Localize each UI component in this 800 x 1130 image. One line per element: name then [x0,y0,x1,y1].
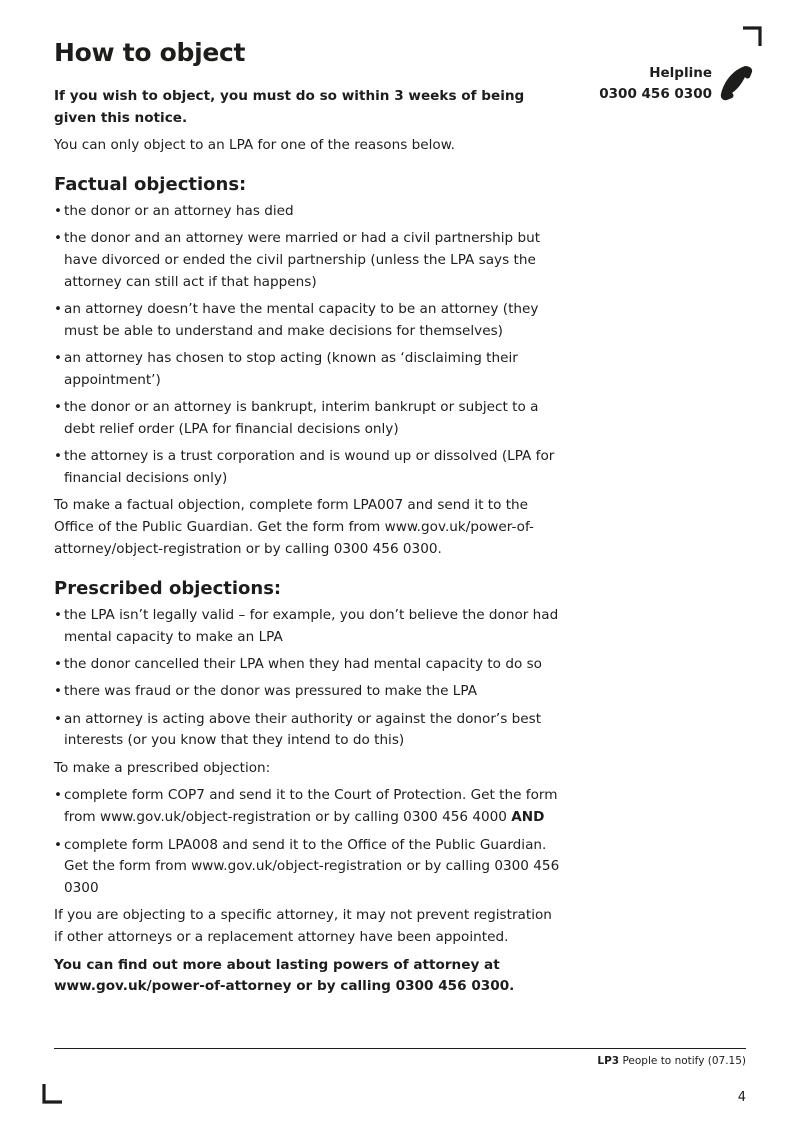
list-item: • the donor or an attorney is bankrupt, interim bankrupt or subject to a debt relief order (LPA for financial decisions only) [54,397,564,441]
helpline-number: 0300 456 0300 [599,86,712,102]
factual-objections-list [54,201,564,490]
form-code: LP3 [597,1055,620,1067]
list-item: • an attorney is acting above their authority or against the donor’s best interests (or you know that they intend to do this) [54,709,564,753]
corner-crop-mark-icon [743,26,763,46]
list-item: • an attorney doesn’t have the mental capacity to be an attorney (they must be able to understand and make decisions for themselves) [54,299,564,343]
prescribed-objection-instruction: To make a prescribed objection: [54,760,271,777]
list-item: • the LPA isn’t legally valid – for example, you don’t believe the donor had mental capacity to make an LPA [54,605,564,649]
list-item [54,835,564,900]
prescribed-steps-list [54,785,564,899]
prescribed-objections-heading: Prescribed objections: [54,577,282,599]
factual-objection-instruction: To make a factual objection, complete form LPA007 and send it to the Office of the Public Guardian. Get the form from www.gov.uk/power-of-attorney/object-registration or by calling 0300 456 0300. [54,497,534,558]
list-item: • the donor or an attorney has died [54,201,564,223]
deadline-notice: If you wish to object, you must do so within 3 weeks of being given this notice. [54,88,525,126]
page-number: 4 [737,1090,746,1105]
step-text: complete form LPA008 and send it to the Office of the Public Guardian. Get the form from www.gov.uk/object-registration or by calling 0300 456 0300 [64,836,560,897]
footer-form-reference [597,1055,746,1067]
objection-reasons-note: You can only object to an LPA for one of the reasons below. [54,137,455,154]
list-item: • the donor cancelled their LPA when they had mental capacity to do so [54,654,564,676]
page-title: How to object [54,38,246,67]
footer-divider [54,1048,746,1049]
form-name: People to notify (07.15) [622,1055,746,1067]
helpline-label: Helpline [649,65,712,81]
list-item [54,785,564,829]
specific-attorney-note: If you are objecting to a specific attorney, it may not prevent registration if other attorneys or a replacement attorney have been appointed. [54,907,552,946]
helpline-block [590,63,712,105]
prescribed-objections-list [54,605,564,752]
corner-crop-mark-icon [42,1084,62,1104]
step-emphasis: AND [511,809,545,826]
main-content [54,86,564,1004]
factual-objections-heading: Factual objections: [54,173,247,195]
list-item: • the donor and an attorney were married or had a civil partnership but have divorced or ended the civil partnership (unless the LPA says the attorney can still act if that happens) [54,228,564,293]
list-item: • an attorney has chosen to stop acting (known as ‘disclaiming their appointment’) [54,348,564,392]
list-item: • the attorney is a trust corporation and is wound up or dissolved (LPA for financial decisions only) [54,446,564,490]
phone-icon [719,64,757,102]
more-info-note: You can find out more about lasting powers of attorney at www.gov.uk/power-of-attorney or by calling 0300 456 0300. [54,956,515,995]
step-text: complete form COP7 and send it to the Court of Protection. Get the form from www.gov.uk/object-registration or by calling 0300 456 4000 [64,787,558,826]
list-item: • there was fraud or the donor was pressured to make the LPA [54,681,564,703]
